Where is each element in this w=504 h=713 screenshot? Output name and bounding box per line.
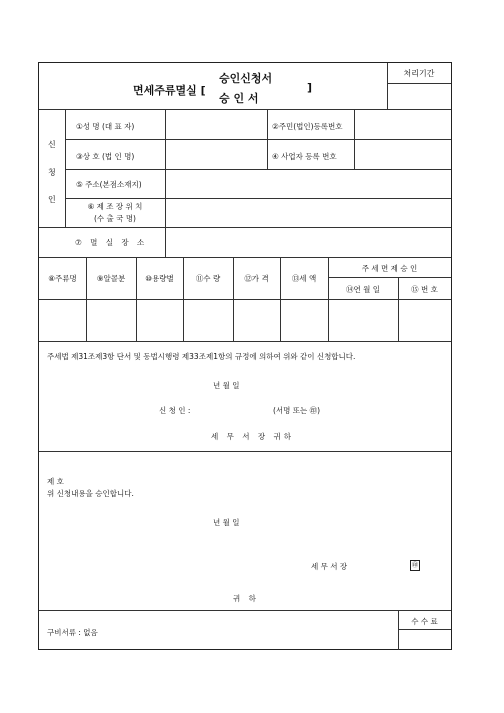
applicant-side-label-2: 청 [48,168,56,177]
title-bracket-close: ] [307,81,313,94]
form-title: 면세주류멸실 [ [133,84,206,97]
col-tax: ⑬세 액 [291,274,317,283]
col-approval-number: ⑮ 번 호 [411,285,438,294]
required-documents: 구비서류 : 없음 [47,628,98,637]
applicant-sign-label: 신 청 인 : [159,406,191,415]
seal-mark: ㊞ [411,562,418,569]
approval-form [38,62,452,650]
company-label: ③상 호 (법 인 명) [76,152,135,161]
approval-statement: 위 신청내용을 승인합니다. [47,489,134,498]
col-volume: ⑩용량별 [145,274,174,283]
approval-date: 년 월 일 [213,518,240,527]
col-quantity: ⑪수 량 [195,274,221,283]
tax-office-head: 세 무 서 장 [311,562,348,571]
factory-location-label: ⑥ 제 조 장 위 치 [87,202,143,211]
col-alcohol: ⑨알콜분 [96,274,126,283]
applicant-side-label-1: 신 [48,140,56,149]
fee-label: 수 수 료 [411,617,438,626]
application-statement: 주세법 제31조제3항 단서 및 동법시행령 제33조제1항의 규정에 의하여 위와 같이 신청합니다. [47,352,356,361]
export-country-label: (수 출 국 명) [94,214,136,223]
signature-note: (서명 또는 ㊞) [273,406,321,415]
title-option-approval: 승 인 서 [219,92,259,105]
title-option-application: 승인신청서 [219,72,273,85]
processing-period-label: 처리기간 [403,69,435,78]
application-date: 년 월 일 [213,381,240,390]
resident-no-label: ②주민(법인)등록번호 [272,122,343,131]
loss-place-label: ⑦ 멸 실 장 소 [75,238,148,247]
biz-no-label: ④ 사업자 등록 번호 [272,152,337,161]
approval-number-label: 제 호 [47,477,64,486]
name-label: ①성 명 (대 표 자) [76,122,135,131]
address-label: ⑤ 주소(본점소재지) [76,180,142,189]
col-approval-date: ⑭연 월 일 [345,285,380,294]
col-liquor-name: ⑧주류명 [48,274,77,283]
col-price: ⑫가 격 [244,274,269,283]
approval-addressee: 귀 하 [233,594,259,603]
application-addressee: 세 무 서 장 귀하 [211,432,295,441]
applicant-side-label-3: 인 [48,195,56,204]
approval-header: 주 세 면 제 승 인 [361,264,418,273]
